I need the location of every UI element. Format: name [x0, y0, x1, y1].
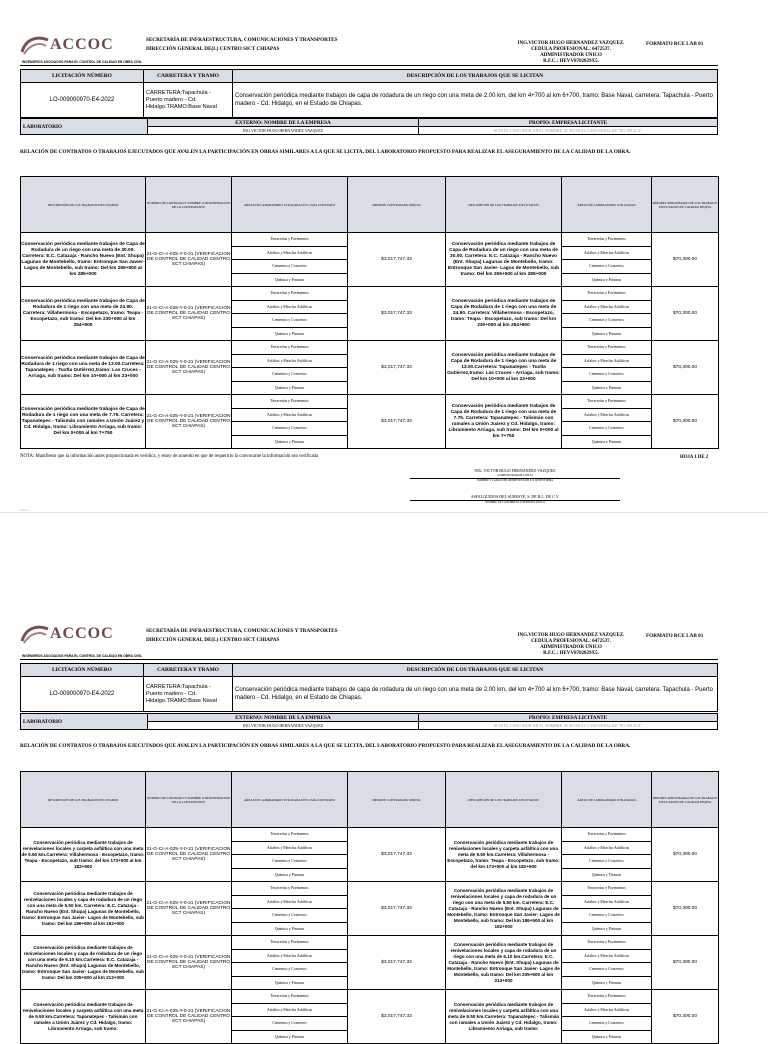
importe-calidad: $70,300.00 — [652, 233, 719, 287]
contrato-numero: 21-G-CI-A-025-Y-0-21 (VERIFICACION DE CONTROL DE CALIDAD CENTRO SCT CHIAPAS) — [146, 936, 232, 990]
area-laboratorio: Asfaltos y Mezclas Asfálticas — [232, 300, 348, 314]
area-utilizada: Química y Pinturas — [562, 327, 652, 341]
trabajo-descripcion-2: Conservación periódica mediante trabajos de renivelaciones locales y capa de rodadura de un riego con una meta de 5.50 km. Carretera: E.C. Catazaja - Rancho Nuevo (Ent. Shupa) Lagunas de Montebello, tramo: Entronque San Javier- Lagos de Montebello, sub tramo: Del km 186+500 al km 192+000 — [446, 882, 562, 936]
area-utilizada: Química y Pinturas — [562, 868, 652, 882]
importe-contratado: $3,017,747.33 — [348, 341, 446, 395]
trabajo-descripcion: Conservación periódica mediante trabajos de Capa de Rodadura de 1 riego con una meta de 7.75. Carretera: Tapanatepec - Talismán con ramales a Unión Juárez y Cd. Hidalgo, tramo: Libramiento Arriaga, sub tramo: Del km 0+000 al km 7+750 — [21, 395, 146, 449]
document-page-1 — [0, 0, 768, 512]
area-laboratorio: Asfaltos y Mezclas Asfálticas — [232, 354, 348, 368]
area-laboratorio: Química y Pinturas — [232, 922, 348, 936]
area-utilizada: Cementos y Concretos — [562, 909, 652, 923]
header-left — [146, 36, 338, 54]
laboratorio-label: LABORATORIO — [21, 714, 148, 730]
licitacion-table — [20, 663, 718, 712]
format-code: FORMATO RCE LAB 01 — [646, 41, 704, 47]
engineer-name: ING.VICTOR HUGO HERNANDEZ VAZQUEZ. — [517, 41, 625, 46]
laboratorio-table — [20, 118, 718, 135]
area-laboratorio: Química y Pinturas — [232, 1030, 348, 1044]
ministry-title: SECRETARÍA DE INFRAESTRUCTURA, COMUNICACIONES Y TRANSPORTES — [146, 37, 338, 43]
direction-title: DIRECCIÓN GENERAL DE(L) CENTRO SICT CHIAPAS — [146, 637, 280, 643]
externo-header: EXTERNO: NOMBRE DE LA EMPRESA — [148, 119, 419, 127]
association-text: INGENIEROS ASOCIADOS PARA EL CONTROL DE CALIDAD EN OBRA CIVIL — [22, 654, 143, 658]
area-laboratorio: Terracerías y Pavimentos — [232, 395, 348, 409]
engineer-block — [508, 633, 634, 657]
carretera-tramo — [144, 83, 233, 118]
hoja-number: HOJA 1 DE 2 — [680, 455, 709, 460]
importe-calidad: $70,300.00 — [652, 990, 719, 1044]
th-areas: ÁREAS DE LABORATORIO UTILIZADAS EN CADA CONTRATO — [232, 772, 348, 828]
area-laboratorio: Química y Pinturas — [232, 435, 348, 449]
accoc-logo-icon — [20, 623, 50, 645]
area-laboratorio: Química y Pinturas — [232, 976, 348, 990]
trabajo-descripcion: Conservación periódica mediante trabajos de Capa de Rodadura de un riego con una meta de 30.00. Carretera: E.C. Catazaja - Rancho Nuevo (Ent. Shupa) Lagunas de Montebello, tramo: Entronque San Javier- Lagos de Montebello, sub tramo: Del km 255+500 al km 285+000 — [21, 233, 146, 287]
licitacion-descripcion: Conservación periódica mediante trabajos de capa de rodadura de un riego con una meta de 2.00 km, del km 4+700 al km 6+700, tramo: Base Naval, carretera: Tapachula - Puerto madero - Cd. Hidalgo, en el Estado de Chiapas. — [233, 677, 718, 712]
area-utilizada: Asfaltos y Mezclas Asfálticas — [562, 246, 652, 260]
trabajo-descripcion-2: Conservación periódica mediante trabajos de renivelaciones locales y carpeta asfáltica con una meta de 9.50 km.Carretera: Tapanatepec - Talismán con ramales a Unión Juárez y Cd. Hidalgo, tramo: Libramiento Arriaga, sub tramo: — [446, 990, 562, 1044]
relacion-title: RELACIÓN DE CONTRATOS O TRABAJOS EJECUTADOS QUE AVALEN LA PARTICIPACIÓN EN OBRAS SIMILARES A LA QUE SE LICITA, DEL LABORATORIO PROPUESTO PARA REALIZAR EL ASEGURAMIENTO DE LA CALIDAD DE LA OBRA. — [20, 149, 631, 155]
area-laboratorio: Terracerías y Pavimentos — [232, 341, 348, 355]
direction-title: DIRECCIÓN GENERAL DE(L) CENTRO SICT CHIAPAS — [146, 46, 280, 52]
carretera-line-1: CARRETERA:Tapachula - — [146, 89, 211, 96]
trabajo-descripcion-2: Conservación periódica mediante trabajos de Capa de Rodadura de 1 riego con una meta de 7.75. Carretera: Tapanatepec - Talismán con ramales a Unión Juárez y Cd. Hidalgo, tramo: Libramiento Arriaga, sub tramo: Del km 0+000 al km 7+750 — [446, 395, 562, 449]
area-laboratorio: Cementos y Concretos — [232, 1017, 348, 1031]
company-name: ASFALQUIDOS DEL SURESTE, S. DE R.L. DE C.V. — [470, 494, 560, 499]
carretera-line-2: Puerto madero - Cd. — [146, 96, 197, 103]
trabajo-descripcion-2: Conservación periódica mediante trabajos de Capa de Rodadura de 1 riego con una meta de 24.90. Carretera: Villahermosa - Escopetazo, tramo: Teapa - Escopetazo, sub tramo: Del km 230+000 al km 254+900 — [446, 287, 562, 341]
area-utilizada: Asfaltos y Mezclas Asfálticas — [562, 841, 652, 855]
importe-contratado: $3,017,747.33 — [348, 882, 446, 936]
area-utilizada: Asfaltos y Mezclas Asfálticas — [562, 949, 652, 963]
importe-calidad: $70,300.00 — [652, 341, 719, 395]
th-areas: ÁREAS DE LABORATORIO UTILIZADAS EN CADA CONTRATO — [232, 177, 348, 233]
trabajo-descripcion-2: Conservación periódica mediante trabajos de Capa de Rodadura de 1 riego con una meta de 13.00.Carretera: Tapanatepec - Tuxtla Gutiérrez,tramo: Las Cruces - Arriaga, sub tramo: Del km 10+000 al km 23+000 — [446, 341, 562, 395]
area-utilizada: Cementos y Concretos — [562, 963, 652, 977]
document-page-2 — [0, 512, 768, 1039]
th-areas-2: ÁREAS DE LABORATORIO UTILIZADAS — [562, 772, 652, 828]
divider — [20, 659, 718, 660]
trabajo-descripcion: Conservación periódica mediante trabajos de renivelaciones locales y carpeta asfáltica con una meta de 9.50 km.Carretera: Tapanatepec - Talismán con ramales a Unión Juárez y Cd. Hidalgo, tramo: Libramiento Arriaga, sub tramo: — [21, 990, 146, 1044]
externo-header: EXTERNO: NOMBRE DE LA EMPRESA — [148, 714, 419, 722]
col-numero: LICITACIÓN NÚMERO — [21, 70, 144, 83]
cedula: CEDULA PROFESIONAL: 6472537. — [531, 47, 611, 52]
signer-name: ING. VICTOR HUGO HERNANDEZ VAZQUEZ — [474, 468, 556, 473]
area-utilizada: Cementos y Concretos — [562, 422, 652, 436]
engineer-block — [508, 41, 634, 65]
propio-value: SI ES EL CASO INDICAR EL NOMBRE, SI NO ES EL CASO SEÑALAR "NO APLICA" — [419, 127, 718, 135]
carretera-tramo — [144, 677, 233, 712]
area-laboratorio: Química y Pinturas — [232, 868, 348, 882]
importe-calidad: $70,300.00 — [652, 828, 719, 882]
rfc: R.F.C.: HEVV8702029X5. — [543, 59, 599, 64]
trabajo-descripcion: Conservación periódica mediante trabajos de renivelaciones locales y capa de rodadura de un riego con una meta de 6.10 km.Carretera: E.C. Catazaja - Rancho Nuevo (Ent. Shupa) Lagunas de Montebello, tramo: Entronque San Javier- Lagos de Montebello, sub tramo: Del km 205+500 al km 213+000 — [21, 936, 146, 990]
table-row — [21, 882, 719, 896]
area-laboratorio: Cementos y Concretos — [232, 963, 348, 977]
th-desc: DESCRIPCIÓN DE LOS TRABAJOS EJECUTADOS — [21, 772, 146, 828]
licitacion-descripcion: Conservación periódica mediante trabajos de capa de rodadura de un riego con una meta de 2.00 km, del km 4+700 al km 6+700, tramo: Base Naval, carretera: Tapachula - Puerto madero - Cd. Hidalgo, en el Estado de Chiapas. — [233, 83, 718, 118]
area-utilizada: Terracerías y Pavimentos — [562, 341, 652, 355]
propio-header: PROPIO: EMPRESA LICITANTE — [419, 714, 718, 722]
area-laboratorio: Cementos y Concretos — [232, 909, 348, 923]
th-desc-2: DESCRIPCIÓN DE LOS TRABAJOS EJECUTADOS — [446, 772, 562, 828]
rfc: R.F.C.: HEVV8702029X5. — [543, 651, 599, 656]
divider — [20, 65, 718, 66]
area-laboratorio: Asfaltos y Mezclas Asfálticas — [232, 1003, 348, 1017]
area-utilizada: Asfaltos y Mezclas Asfálticas — [562, 408, 652, 422]
th-contrato: NÚMERO DE CONTRATO Y NOMBRE O DENOMINACIÓN DE LA CONTRATANTE — [146, 772, 232, 828]
trabajo-descripcion-2: Conservación periódica mediante trabajos de renivelaciones locales y capa de rodadura de un riego con una meta de 6.10 km.Carretera: E.C. Catazaja - Rancho Nuevo (Ent. Shupa) Lagunas de Montebello, tramo: Entronque San Javier- Lagos de Montebello, sub tramo: Del km 205+500 al km 213+000 — [446, 936, 562, 990]
propio-header: PROPIO: EMPRESA LICITANTE — [419, 119, 718, 127]
association-text: INGENIEROS ASOCIADOS PARA EL CONTROL DE CALIDAD EN OBRA CIVIL — [22, 60, 143, 64]
accoc-logo-icon — [20, 34, 50, 56]
th-importe: IMPORTE CONTRATADO MN(IVA — [348, 177, 446, 233]
area-laboratorio: Cementos y Concretos — [232, 260, 348, 274]
carretera-line-1: CARRETERA:Tapachula - — [146, 683, 211, 690]
area-utilizada: Asfaltos y Mezclas Asfálticas — [562, 895, 652, 909]
area-utilizada: Química y Pinturas — [562, 273, 652, 287]
logo-text: ACCOC — [50, 625, 114, 642]
contracts-table — [20, 176, 719, 449]
th-importe: IMPORTE CONTRATADO MN(IVA — [348, 772, 446, 828]
cedula: CEDULA PROFESIONAL: 6472537. — [531, 639, 611, 644]
carretera-line-3: Hidalgo.TRAMO:Base Naval — [146, 697, 217, 704]
importe-calidad: $70,300.00 — [652, 287, 719, 341]
importe-calidad: $70,300.00 — [652, 882, 719, 936]
col-carretera: CARRETERA Y TRAMO — [144, 664, 233, 677]
laboratorio-label: LABORATORIO — [21, 119, 148, 135]
contrato-numero: 21-G-CI-A-025-Y-0-21 (VERIFICACION DE CONTROL DE CALIDAD CENTRO SCT CHIAPAS) — [146, 233, 232, 287]
importe-contratado: $3,017,747.33 — [348, 233, 446, 287]
importe-calidad: $70,300.00 — [652, 395, 719, 449]
area-laboratorio: Química y Pinturas — [232, 381, 348, 395]
area-utilizada: Terracerías y Pavimentos — [562, 936, 652, 950]
area-utilizada: Terracerías y Pavimentos — [562, 395, 652, 409]
area-utilizada: Química y Pinturas — [562, 381, 652, 395]
contrato-numero: 21-G-CI-A-025-Y-0-21 (VERIFICACION DE CONTROL DE CALIDAD CENTRO SCT CHIAPAS) — [146, 882, 232, 936]
area-utilizada: Terracerías y Pavimentos — [562, 287, 652, 301]
area-laboratorio: Asfaltos y Mezclas Asfálticas — [232, 949, 348, 963]
area-utilizada: Asfaltos y Mezclas Asfálticas — [562, 354, 652, 368]
admin-role: ADMINISTRADOR UNICO — [540, 645, 602, 650]
table-row — [21, 341, 719, 355]
area-laboratorio: Cementos y Concretos — [232, 855, 348, 869]
signer-caption: NOMBRE Y CARGO DEL REPRESENTANTE O QUIEN FIRMA — [410, 478, 620, 482]
contrato-numero: 21-G-CI-A-025-Y-0-21 (VERIFICACION DE CONTROL DE CALIDAD CENTRO SCT CHIAPAS) — [146, 395, 232, 449]
importe-calidad: $70,300.00 — [652, 936, 719, 990]
area-utilizada: Terracerías y Pavimentos — [562, 828, 652, 842]
col-carretera: CARRETERA Y TRAMO — [144, 70, 233, 83]
table-row — [21, 936, 719, 950]
carretera-line-3: Hidalgo.TRAMO:Base Naval — [146, 103, 217, 110]
area-laboratorio: Cementos y Concretos — [232, 422, 348, 436]
trabajo-descripcion: Conservación periódica mediante trabajos de renivelaciones locales y capa de rodadura de un riego con una meta de 5.50 km. Carretera: E.C. Catazaja - Rancho Nuevo (Ent. Shupa) Lagunas de Montebello, tramo: Entronque San Javier- Lagos de Montebello, sub tramo: Del km 186+500 al km 192+000 — [21, 882, 146, 936]
importe-contratado: $3,017,747.33 — [348, 828, 446, 882]
area-utilizada: Química y Pinturas — [562, 1030, 652, 1044]
licitacion-numero: LO-009000970-E4-2022 — [21, 83, 144, 118]
licitacion-numero: LO-009000970-E4-2022 — [21, 677, 144, 712]
trabajo-descripcion-2: Conservación periódica mediante trabajos de Capa de Rodadura de un riego con una meta de 30.00. Carretera: E.C. Catazaja - Rancho Nuevo (Ent. Shupa) Lagunas de Montebello, tramo: Entronque San Javier- Lagos de Montebello, sub tramo: Del km 255+500 al km 285+000 — [446, 233, 562, 287]
area-laboratorio: Asfaltos y Mezclas Asfálticas — [232, 408, 348, 422]
area-utilizada: Terracerías y Pavimentos — [562, 882, 652, 896]
th-contrato: NÚMERO DE CONTRATO Y NOMBRE O DENOMINACIÓN DE LA CONTRATANTE — [146, 177, 232, 233]
trabajo-descripcion: Conservación periódica mediante trabajos de renivelaciones locales y carpeta asfáltica con una meta de 9.50 km.Carretera: Villahermosa - Escopetazo, tramo: Teapa - Escopetazo, sub tramo: del km 173+000 al km 182+500 — [21, 828, 146, 882]
area-laboratorio: Asfaltos y Mezclas Asfálticas — [232, 246, 348, 260]
table-row — [21, 233, 719, 247]
contrato-numero: 21-G-CI-A-025-Y-0-21 (VERIFICACION DE CONTROL DE CALIDAD CENTRO SCT CHIAPAS) — [146, 341, 232, 395]
area-utilizada: Terracerías y Pavimentos — [562, 990, 652, 1004]
area-laboratorio: Química y Pinturas — [232, 273, 348, 287]
area-utilizada: Terracerías y Pavimentos — [562, 233, 652, 247]
area-laboratorio: Asfaltos y Mezclas Asfálticas — [232, 895, 348, 909]
area-laboratorio: Química y Pinturas — [232, 327, 348, 341]
area-laboratorio: Terracerías y Pavimentos — [232, 990, 348, 1004]
contrato-numero: 21-G-CI-A-025-Y-0-21 (VERIFICACION DE CONTROL DE CALIDAD CENTRO SCT CHIAPAS) — [146, 287, 232, 341]
area-utilizada: Cementos y Concretos — [562, 314, 652, 328]
area-utilizada: Química y Pinturas — [562, 435, 652, 449]
trabajo-descripcion: Conservación periódica mediante trabajos de Capa de Rodadura de 1 riego con una meta de 24.90. Carretera: Villahermosa - Escopetazo, tramo: Teapa - Escopetazo, sub tramo: Del km 230+000 al km 254+900 — [21, 287, 146, 341]
th-desc-2: DESCRIPCIÓN DE LOS TRABAJOS EJECUTADOS — [446, 177, 562, 233]
th-areas-2: ÁREAS DE LABORATORIO UTILIZADAS — [562, 177, 652, 233]
area-laboratorio: Terracerías y Pavimentos — [232, 287, 348, 301]
carretera-line-2: Puerto madero - Cd. — [146, 690, 197, 697]
contrato-numero: 21-G-CI-A-025-Y-0-21 (VERIFICACION DE CONTROL DE CALIDAD CENTRO SCT CHIAPAS) — [146, 828, 232, 882]
col-numero: LICITACIÓN NÚMERO — [21, 664, 144, 677]
propio-value: SI ES EL CASO INDICAR EL NOMBRE, SI NO ES EL CASO SEÑALAR "NO APLICA" — [419, 722, 718, 730]
table-row — [21, 990, 719, 1004]
page-footer: 1 de 17 — [20, 508, 29, 512]
signer-role: ADMINISTRADOR UNICO — [497, 473, 533, 477]
area-utilizada: Asfaltos y Mezclas Asfálticas — [562, 1003, 652, 1017]
trabajo-descripcion-2: Conservación periódica mediante trabajos de renivelaciones locales y carpeta asfáltica con una meta de 9.50 km.Carretera: Villahermosa - Escopetazo, tramo: Teapa - Escopetazo, sub tramo: del km 173+000 al km 182+500 — [446, 828, 562, 882]
table-row — [21, 828, 719, 842]
area-utilizada: Cementos y Concretos — [562, 368, 652, 382]
relacion-title: RELACIÓN DE CONTRATOS O TRABAJOS EJECUTADOS QUE AVALEN LA PARTICIPACIÓN EN OBRAS SIMILARES A LA QUE SE LICITA, DEL LABORATORIO PROPUESTO PARA REALIZAR EL ASEGURAMIENTO DE LA CALIDAD DE LA OBRA. — [20, 743, 631, 749]
signature-block — [410, 468, 620, 482]
header-left — [146, 627, 338, 645]
company-block — [410, 494, 620, 504]
logo-text: ACCOC — [50, 36, 114, 53]
trabajo-descripcion: Conservación periódica mediante trabajos de Capa de Rodadura de 1 riego con una meta de 13.00.Carretera: Tapanatepec - Tuxtla Gutiérrez,tramo: Las Cruces - Arriaga, sub tramo: Del km 10+000 al km 23+000 — [21, 341, 146, 395]
importe-contratado: $3,017,747.33 — [348, 395, 446, 449]
area-utilizada: Química y Pinturas — [562, 922, 652, 936]
area-laboratorio: Terracerías y Pavimentos — [232, 233, 348, 247]
admin-role: ADMINISTRADOR UNICO — [540, 53, 602, 58]
th-importe-calidad: IMPORTE APROXIMADO DE LOS TRABAJOS EJECUTADOS DE CALIDAD MN(IVA — [652, 772, 719, 828]
table-row — [21, 395, 719, 409]
contracts-table — [20, 771, 719, 1044]
importe-contratado: $3,017,747.33 — [348, 287, 446, 341]
area-laboratorio: Cementos y Concretos — [232, 314, 348, 328]
area-utilizada: Cementos y Concretos — [562, 260, 652, 274]
th-desc: DESCRIPCIÓN DE LOS TRABAJOS EJECUTADOS — [21, 177, 146, 233]
licitacion-table — [20, 69, 718, 118]
externo-value: ING.VICTOR HUGO HERNANDEZ VAZQUEZ — [148, 127, 419, 135]
area-laboratorio: Terracerías y Pavimentos — [232, 882, 348, 896]
format-code: FORMATO RCE LAB 01 — [646, 633, 704, 639]
importe-contratado: $3,017,747.33 — [348, 936, 446, 990]
area-utilizada: Química y Pinturas — [562, 976, 652, 990]
area-utilizada: Cementos y Concretos — [562, 1017, 652, 1031]
th-importe-calidad: IMPORTE APROXIMADO DE LOS TRABAJOS EJECUTADOS DE CALIDAD MN(IVA — [652, 177, 719, 233]
engineer-name: ING.VICTOR HUGO HERNANDEZ VAZQUEZ. — [517, 633, 625, 638]
col-descripcion: DESCRIPCIÓN DE LOS TRABAJOS QUE SE LICITAN — [233, 664, 718, 677]
area-laboratorio: Cementos y Concretos — [232, 368, 348, 382]
nota-text: NOTA: Manifiesto que la información antes proporcionada es verídica, y estoy de acuerdo en que de requerirlo la convocante la información sea verificada — [20, 454, 319, 459]
externo-value: ING.VICTOR HUGO HERNANDEZ VAZQUEZ — [148, 722, 419, 730]
area-laboratorio: Asfaltos y Mezclas Asfálticas — [232, 841, 348, 855]
area-utilizada: Asfaltos y Mezclas Asfálticas — [562, 300, 652, 314]
ministry-title: SECRETARÍA DE INFRAESTRUCTURA, COMUNICACIONES Y TRANSPORTES — [146, 628, 338, 634]
area-utilizada: Cementos y Concretos — [562, 855, 652, 869]
company-caption: NOMBRE DE LA EMPRESA O PERSONA FÍSICA — [410, 500, 620, 504]
area-laboratorio: Terracerías y Pavimentos — [232, 936, 348, 950]
contrato-numero: 21-G-CI-A-025-Y-0-21 (VERIFICACION DE CONTROL DE CALIDAD CENTRO SCT CHIAPAS) — [146, 990, 232, 1044]
area-laboratorio: Terracerías y Pavimentos — [232, 828, 348, 842]
table-row — [21, 287, 719, 301]
importe-contratado: $3,017,747.33 — [348, 990, 446, 1044]
laboratorio-table — [20, 713, 718, 730]
col-descripcion: DESCRIPCIÓN DE LOS TRABAJOS QUE SE LICITAN — [233, 70, 718, 83]
